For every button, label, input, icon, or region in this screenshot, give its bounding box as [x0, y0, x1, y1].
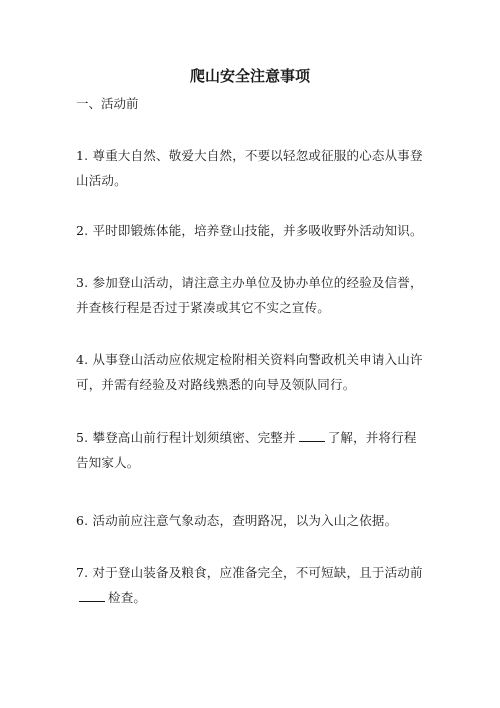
fill-in-blank [79, 589, 105, 602]
section-heading: 一、活动前 [76, 96, 139, 111]
fill-in-blank [299, 429, 325, 442]
item-3: 3. 参加登山活动，请注意主办单位及协办单位的经验及信誉，并查核行程是否过于紧凑或其它不实之宣传。 [76, 275, 423, 315]
item-7 [76, 560, 426, 610]
item-4: 4. 从事登山活动应依规定检附相关资料向警政机关申请入山许可，并需有经验及对路线熟悉的向导及领队同行。 [76, 352, 423, 392]
item-2: 2. 平时即锻炼体能，培养登山技能，并多吸收野外活动知识。 [76, 223, 423, 238]
item-6: 6. 活动前应注意气象动态，查明路况，以为入山之依据。 [76, 513, 398, 528]
item-7-after: 检查。 [108, 590, 147, 605]
item-5-before: 5. 攀登高山前行程计划须缜密、完整并 [76, 430, 296, 445]
item-1: 1. 尊重大自然、敬爱大自然，不要以轻忽或征服的心态从事登山活动。 [76, 148, 423, 188]
item-7-before: 7. 对于登山装备及粮食，应准备完全，不可短缺，且于活动前 [76, 565, 423, 580]
document-title: 爬山安全注意事项 [189, 67, 310, 85]
item-5 [76, 425, 426, 475]
item-5-after: 了解，并将行程告知家人。 [76, 430, 417, 470]
